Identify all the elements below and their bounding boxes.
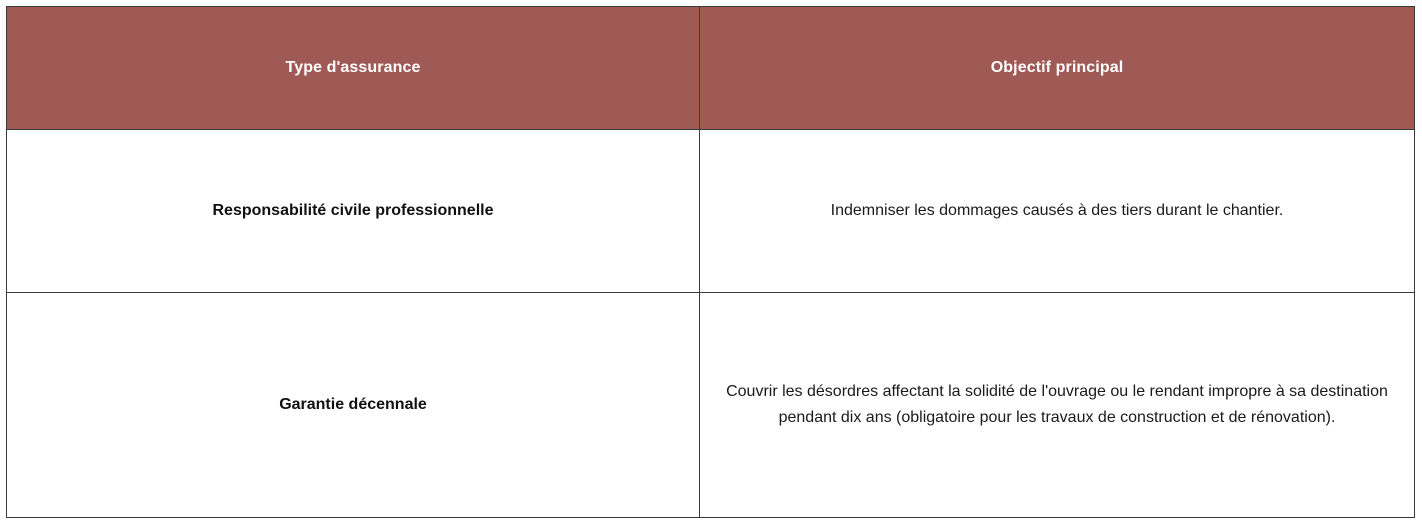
table-row — [7, 293, 1415, 518]
insurance-table — [6, 6, 1415, 518]
objective-cell: Indemniser les dommages causés à des tiers durant le chantier. — [700, 130, 1415, 293]
insurance-type-cell: Responsabilité civile professionnelle — [7, 130, 700, 293]
insurance-table-container — [6, 6, 1414, 518]
table-row — [7, 130, 1415, 293]
column-header-insurance-type: Type d'assurance — [7, 7, 700, 130]
table-header-row — [7, 7, 1415, 130]
objective-cell: Couvrir les désordres affectant la solidité de l'ouvrage ou le rendant impropre à sa destination pendant dix ans (obligatoire pour les travaux de construction et de rénovation). — [700, 293, 1415, 518]
column-header-main-objective: Objectif principal — [700, 7, 1415, 130]
insurance-type-cell: Garantie décennale — [7, 293, 700, 518]
